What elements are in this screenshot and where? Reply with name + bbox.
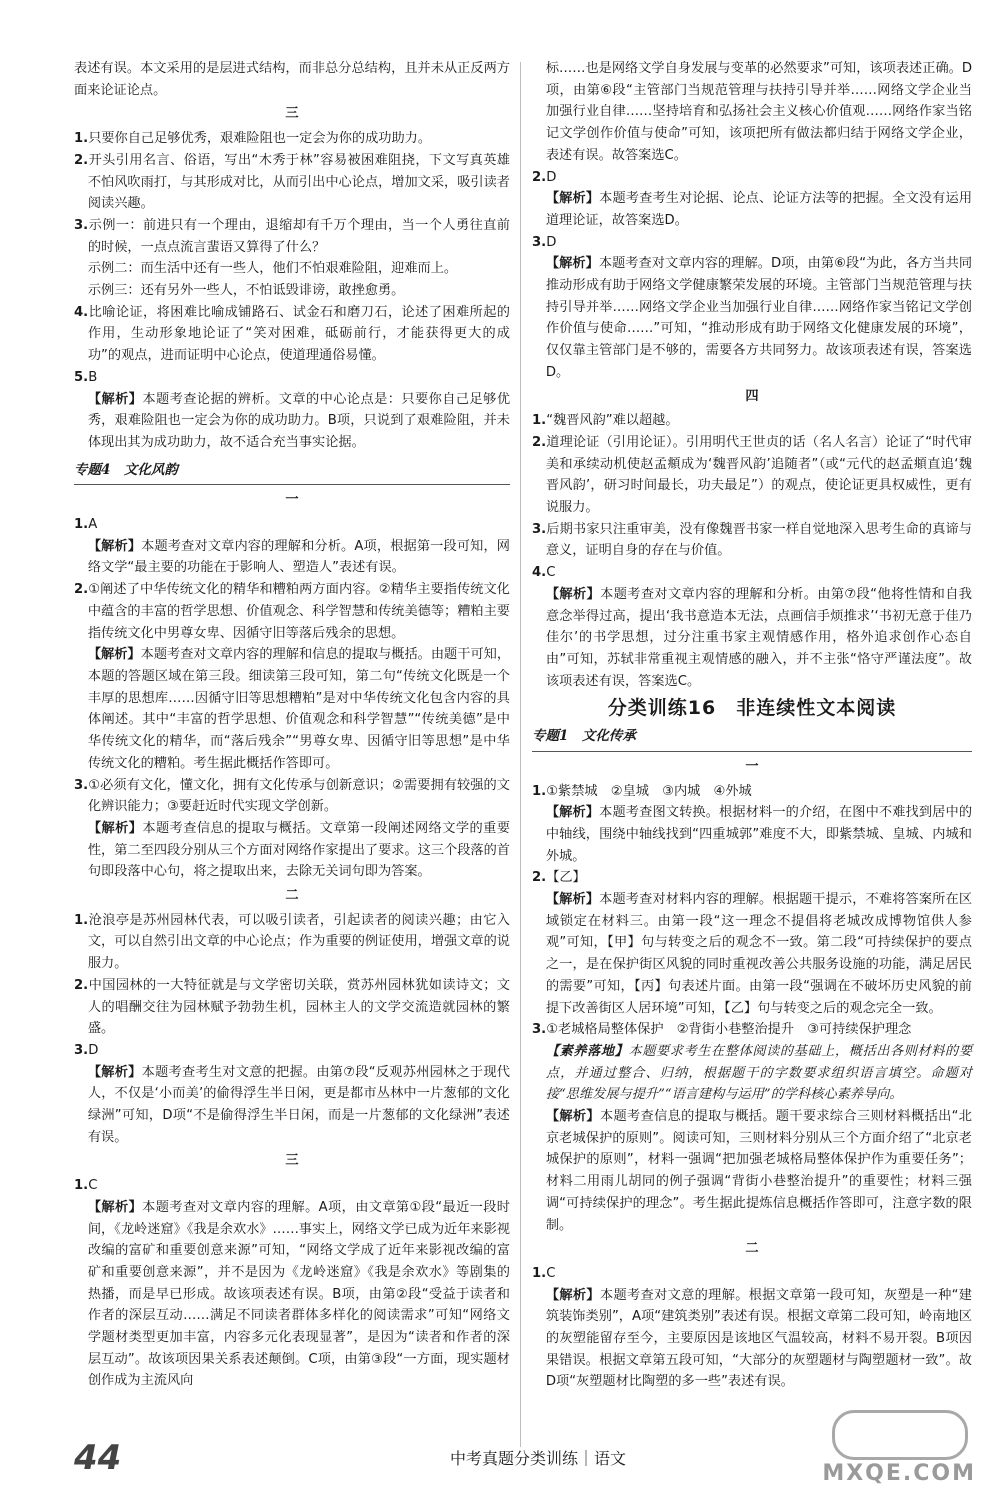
answer-item: 1.①紫禁城 ②皇城 ③内城 ④外城 [532,783,752,799]
topic-heading: 专题4 文化风韵 [74,460,510,486]
analysis: 【解析】本题考查考生对论据、论点、论证方法等的把握。全文没有运用道理论证，故答案选D。 [545,191,973,228]
example-line: 示例三：还有另外一些人，不怕诋毁诽谤，敢挫愈勇。 [87,283,405,299]
analysis: 【解析】本题考查对材料内容的理解。根据题干提示，不难将答案所在区域锁定在材料三。由第一段“这一理念不提倡将老城改成博物馆供人参观”可知，【甲】句与转变之后的观念不一致。第二段“可持续保护的要点之一，是在保护街区风貌的同时重视改善公共服务设施的功能，满足居民的需要”可知，【丙】句表述片面。由第一段“强调在不破坏历史风貌的前提下改善街区人居环境”可知，【乙】句与转变之后的观念完全一致。 [545,892,973,1016]
answer-item: 3.①必须有文化，懂文化，拥有文化传承与创新意识；②需要拥有较强的文化辨识能力；③要赶近时代实现文学创新。 [74,777,510,815]
analysis: 【解析】本题考查对文章内容的理解和信息的提取与概括。由题干可知，本题的答题区域在第三段。细读第三段可知，第二句“传统文化既是一个丰厚的思想库……因循守旧等思想糟粕”是对中华传统文化包含内容的具体阐述。其中“丰富的哲学思想、价值观念和科学智慧”“传统美德”是中华传统文化的精华，而“落后残余”“男尊女卑、因循守旧等思想”是中华传统文化的糟粕。考生据此概括作答即可。 [87,647,511,771]
answer-item: 1.“魏晋风韵”难以超越。 [532,413,679,429]
left-column [74,58,510,1392]
paragraph: 表述有误。本文采用的是层进式结构，而非总分总结构，且并未从正反两方面来论证论点。 [74,61,510,98]
answer-item: 3.①老城格局整体保护 ②背街小巷整治提升 ③可持续保护理念 [532,1022,912,1038]
analysis: 【解析】本题考查信息的提取与概括。文章第一段阐述网络文学的重要性，第二至四段分别从三个方面对网络作家提出了要求。这三个段落的首句即段落中心句，将之提取出来，去除无关词句即为答案。 [87,820,511,880]
answer-item: 5.B [74,369,98,385]
answer-item: 1.只要你自己足够优秀，艰难险阻也一定会为你的成功助力。 [74,131,432,147]
answer-item: 2.D [532,169,557,185]
answer-item: 1.C [532,1265,556,1281]
topic-heading: 专题1 文化传承 [532,726,972,752]
subsection-heading: 一 [745,758,759,774]
subsection-heading: 二 [285,888,299,904]
answer-item: 3.示例一：前进只有一个理由，退缩却有千万个理由，当一个人勇往直前的时候，一点点流言蜚语又算得了什么？ [74,217,510,255]
answer-item: 1.A [74,517,98,533]
column-divider [520,62,521,1447]
section-title: 分类训练16 非连续性文本阅读 [607,697,897,720]
analysis: 【解析】本题考查图文转换。根据材料一的介绍，在图中不难找到居中的中轴线，围绕中轴线找到“四重城郭”难度不大，即紫禁城、皇城、内城和外城。 [545,805,973,864]
subsection-heading: 三 [285,106,299,122]
answer-item: 1.沧浪亭是苏州园林代表，可以吸引读者，引起读者的阅读兴趣；由它入文，可以自然引出文章的中心论点；作为重要的例证使用，增强文章的说服力。 [74,912,510,972]
analysis: 【解析】本题考查对文章内容的理解和分析。A项，根据第一段可知，网络文学“最主要的功能在于影响人、塑造人”表述有误。 [87,538,510,576]
answer-item: 2.道理论证（引用论证）。引用明代王世贞的话（名人名言）论证了“时代审美和承续动机使赵孟頫成为‘魏晋风韵’追随者”（或“元代的赵孟頫直追‘魏晋风韵’，研习时间最长，功夫最足”）的观点，使论证更具权威性，更有说服力。 [532,434,972,516]
answer-item: 3.D [532,234,557,250]
analysis: 【解析】本题考查信息的提取与概括。题干要求综合三则材料概括出“北京老城保护的原则”。阅读可知，三则材料分别从三个方面介绍了“北京老城保护的原则”，材料一强调“把加强老城格局整体保护作为重要任务”；材料二用雨儿胡同的例子强调“背街小巷整治提升”的重要性；材料三强调“可持续保护的理念”。考生据此提炼信息概括作答即可，注意字数的限制。 [545,1109,972,1233]
paragraph: 标……也是网络文学自身发展与变革的必然要求”可知，该项表述正确。D项，由第⑥段“主管部门当规范管理与扶持引导并举……网络文学企业当加强行业自律……坚持培育和弘扬社会主义核心价值观……网络作家当铭记文学创作价值与使命”可知，该项把所有做法都归结于网络文学企业，表述有误。故答案选C。 [545,61,972,163]
answer-item: 2.开头引用名言、俗语，写出“木秀于林”容易被困难阻挠，下文写真英雄不怕风吹雨打，与其形成对比，从而引出中心论点，增加文采，吸引读者阅读兴趣。 [74,152,510,212]
book-title: 中考真题分类训练｜语文 [450,1449,627,1468]
analysis: 【解析】本题考查考生对文意的把握。由第⑦段“反观苏州园林之于现代人，不仅是‘小而美’的偷得浮生半日闲，更是都市丛林中一片葱郁的文化绿洲”可知，D项“不是偷得浮生半日闲，而是一片葱郁的文化绿洲”表述有误。 [87,1064,510,1145]
watermark-logo-icon [832,1410,968,1460]
answer-item: 2.①阐述了中华传统文化的精华和糟粕两方面内容。②精华主要指传统文化中蕴含的丰富的哲学思想、价值观念、科学智慧和传统美德等；糟粕主要指传统文化中男尊女卑、因循守旧等落后残余的思想。 [74,582,510,641]
analysis: 【解析】本题考查对文章内容的理解。D项，由第⑥段“为此，各方当共同推动形成有助于网络文学健康繁荣发展的环境。主管部门当规范管理与扶持引导并举……网络文学企业当加强行业自律……网络作家当铭记文学创作价值与使命……”可知，“推动形成有助于网络文化健康发展的环境”，仅仅靠主管部门是不够的，需要各方共同努力。故该项表述有误，答案选D。 [545,256,972,380]
answer-item: 1.C [74,1178,98,1194]
analysis: 【解析】本题考查论据的辨析。文章的中心论点是：只要你自己足够优秀，艰难险阻也一定会为你的成功助力。B项，只说到了艰难险阻，并未体现出其为成功助力，故不适合充当事实论据。 [87,391,511,450]
page-number: 44 [74,1438,122,1478]
analysis: 【解析】本题考查对文章内容的理解和分析。由第⑦段“他将性情和自我意念举得过高，提出‘我书意造本无法，点画信手烦推求’‘书初无意于佳乃佳尔’的书学思想，过分注重书家主观情感作用，格外追求创作心态自由”可知，苏轼非常重视主观情感的融入，并不主张“恪守严谨法度”。故该项表述有误，答案选C。 [545,586,972,689]
answer-item: 4.比喻论证，将困难比喻成铺路石、试金石和磨刀石，论述了困难所起的作用，生动形象地论证了“笑对困难，砥砺前行，才能获得更大的成功”的观点，进而证明中心论点，使道理通俗易懂。 [74,304,510,364]
answer-item: 2.【乙】 [532,870,586,886]
watermark [822,1410,976,1486]
answer-item: 3.后期书家只注重审美，没有像魏晋书家一样自觉地深入思考生命的真谛与意义，证明自身的存在与价值。 [532,521,972,559]
analysis: 【解析】本题考查对文意的理解。根据文章第一段可知，灰塑是一种“建筑装饰类别”，A项“建筑类别”表述有误。根据文章第二段可知，岭南地区的灰塑能留存至今，主要原因是该地区气温较高，材料不易开裂。B项因果错误。根据文章第五段可知，“大部分的灰塑题材与陶塑题材一致”。故D项“灰塑题材比陶塑的多一些”表述有误。 [545,1287,972,1390]
subsection-heading: 四 [745,388,759,404]
analysis: 【解析】本题考查对文章内容的理解。A项，由文章第①段“最近一段时间，《龙岭迷窟》《我是余欢水》……事实上，网络文学已成为近年来影视改编的富矿和重要创意来源”可知，“网络文学成了近年来影视改编的富矿和重要创意来源”，并不是因为《龙岭迷窟》《我是余欢水》等剧集的热播，而是早已形成。故该项表述有误。B项，由第②段“受益于读者和作者的深层互动……满足不同读者群体多样化的阅读需求”可知“网络文学题材类型更加丰富，内容多元化表现显著”，是因为“读者和作者的深层互动”。故该项因果关系表述颠倒。C项，由第③段“一方面，现实题材创作成为主流风向 [87,1199,510,1389]
literacy-note: 【素养落地】本题要求考生在整体阅读的基础上，概括出各则材料的要点，并通过整合、归纳，根据题干的字数要求组织语言填空。命题对接“思维发展与提升”“语言建构与运用”的学科核心素养导向。 [545,1043,973,1103]
example-line: 示例二：而生活中还有一些人，他们不怕艰难险阻，迎难而上。 [87,261,458,277]
subsection-heading: 三 [285,1153,299,1169]
watermark-site: MXQE.COM [822,1461,976,1486]
answer-item: 4.C [532,565,556,581]
answer-item: 3.D [74,1042,99,1058]
right-column [532,58,972,1393]
subsection-heading: 一 [285,492,299,508]
subsection-heading: 二 [745,1241,759,1257]
answer-item: 2.中国园林的一大特征就是与文学密切关联，赏苏州园林犹如读诗文；文人的唱酬交往为园林赋予勃勃生机，园林主人的文学交流造就园林的繁盛。 [74,977,510,1037]
